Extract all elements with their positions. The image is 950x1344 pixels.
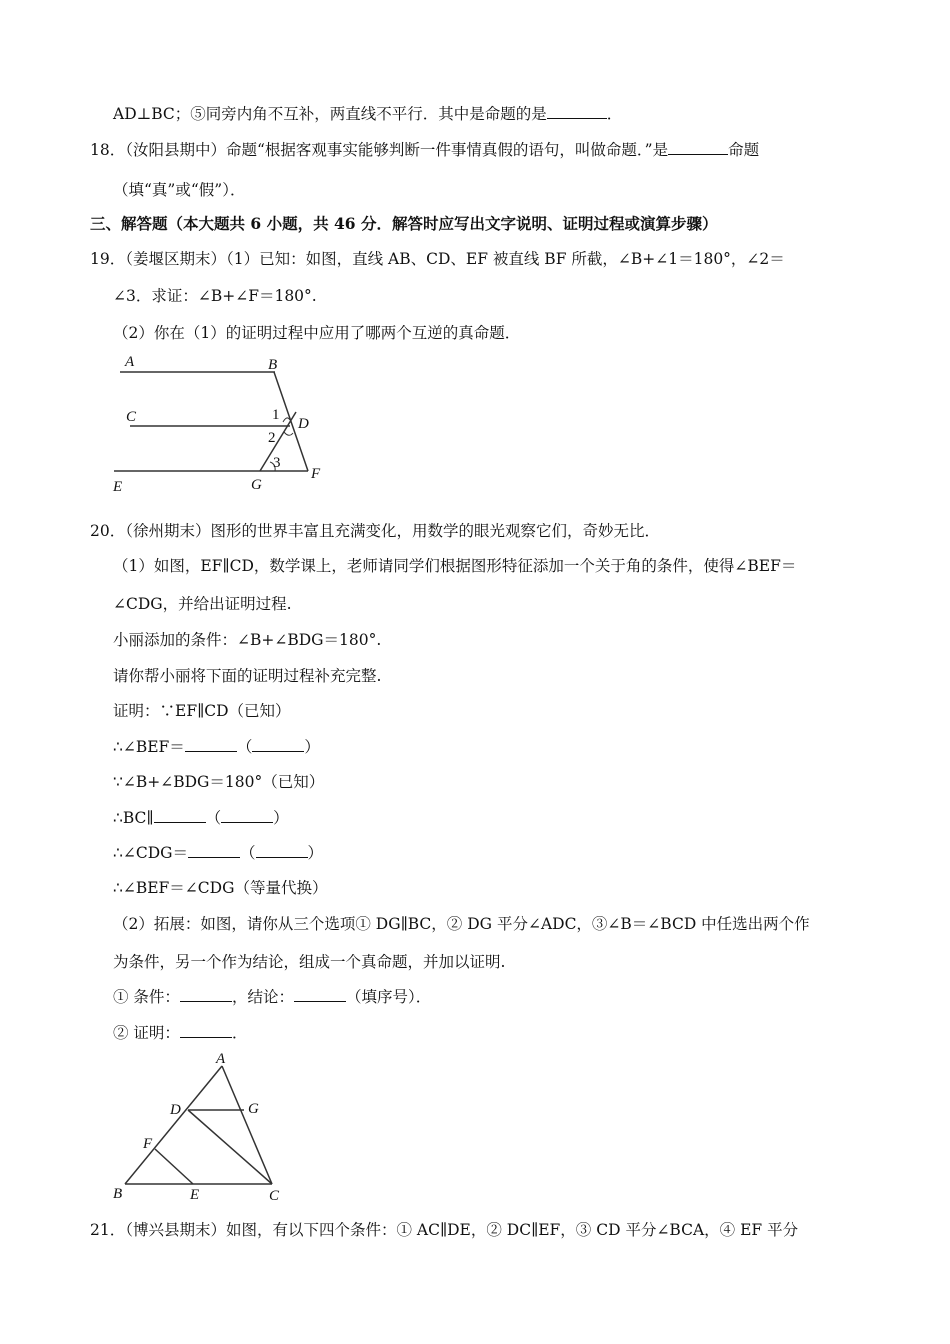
q19-line2: ∠3．求证：∠B+∠F＝180°. xyxy=(113,287,317,305)
label-A: A xyxy=(125,354,135,370)
label-1: 1 xyxy=(272,407,280,423)
q20-p1-line2: ∠CDG，并给出证明过程. xyxy=(113,595,292,613)
label-G: G xyxy=(248,1101,259,1117)
q17-tail: AD⊥BC；⑤同旁内角不互补，两直线不平行．其中是命题的是 ． xyxy=(113,105,623,123)
label-3: 3 xyxy=(273,455,281,471)
q19-line3: （2）你在（1）的证明过程中应用了哪两个互逆的真命题． xyxy=(113,324,521,342)
label-A: A xyxy=(216,1051,226,1067)
label-G: G xyxy=(251,477,262,493)
q18-line2: （填“真”或“假”）． xyxy=(113,181,246,199)
q20-p2-line2: 为条件，另一个作为结论，组成一个真命题，并加以证明. xyxy=(113,953,506,971)
label-C: C xyxy=(126,409,137,425)
q20-condition: 小丽添加的条件：∠B+∠BDG＝180°. xyxy=(113,631,382,649)
proof-line: ∴BC∥ （ ） xyxy=(113,809,289,827)
label-D: D xyxy=(170,1102,181,1118)
proof-line: ∴∠BEF＝ （ ） xyxy=(113,738,320,756)
q20-p2-line1: （2）拓展：如图，请你从三个选项① DG∥BC，② DG 平分∠ADC，③∠B＝∠BCD 中任选出两个作 xyxy=(113,915,810,933)
q20-fill1: ① 条件： ，结论： （填序号）． xyxy=(113,988,432,1006)
label-F: F xyxy=(143,1136,153,1152)
proof-line: ∴∠CDG＝ （ ） xyxy=(113,844,324,862)
label-C: C xyxy=(269,1188,280,1204)
label-F: F xyxy=(311,466,321,482)
proof-line: ∴∠BEF＝∠CDG（等量代换） xyxy=(113,879,328,897)
proof-line: 证明：∵EF∥CD（已知） xyxy=(113,702,291,720)
label-B: B xyxy=(113,1186,123,1202)
q20-line1: 20．（徐州期末）图形的世界丰富且充满变化，用数学的眼光观察它们，奇妙无比． xyxy=(90,522,660,540)
proof-line: ∵∠B+∠BDG＝180°（已知） xyxy=(113,773,325,791)
q21-line1: 21．（博兴县期末）如图，有以下四个条件：① AC∥DE，② DC∥EF，③ CD 平分∠BCA，④ EF 平分 xyxy=(90,1221,799,1239)
label-2: 2 xyxy=(268,430,276,446)
label-E: E xyxy=(113,479,123,495)
q19-line1: 19．（姜堰区期末）（1）已知：如图，直线 AB、CD、EF 被直线 BF 所截，∠B+∠1＝180°，∠2＝ xyxy=(90,250,785,268)
q20-p1-line1: （1）如图，EF∥CD，数学课上，老师请同学们根据图形特征添加一个关于角的条件，使得∠BEF＝ xyxy=(113,557,797,575)
q20-ask: 请你帮小丽将下面的证明过程补充完整. xyxy=(113,667,382,685)
q18-line1: 18．（汝阳县期中）命题“根据客观事实能够判断一件事情真假的语句，叫做命题．”是 命题 xyxy=(90,141,760,159)
section-heading: 三、解答题（本大题共 6 小题，共 46 分．解答时应写出文字说明、证明过程或演算步骤） xyxy=(90,214,718,233)
label-B: B xyxy=(268,357,278,373)
label-E: E xyxy=(190,1187,200,1203)
q20-fill2: ② 证明： ． xyxy=(113,1024,248,1042)
label-D: D xyxy=(298,416,309,432)
